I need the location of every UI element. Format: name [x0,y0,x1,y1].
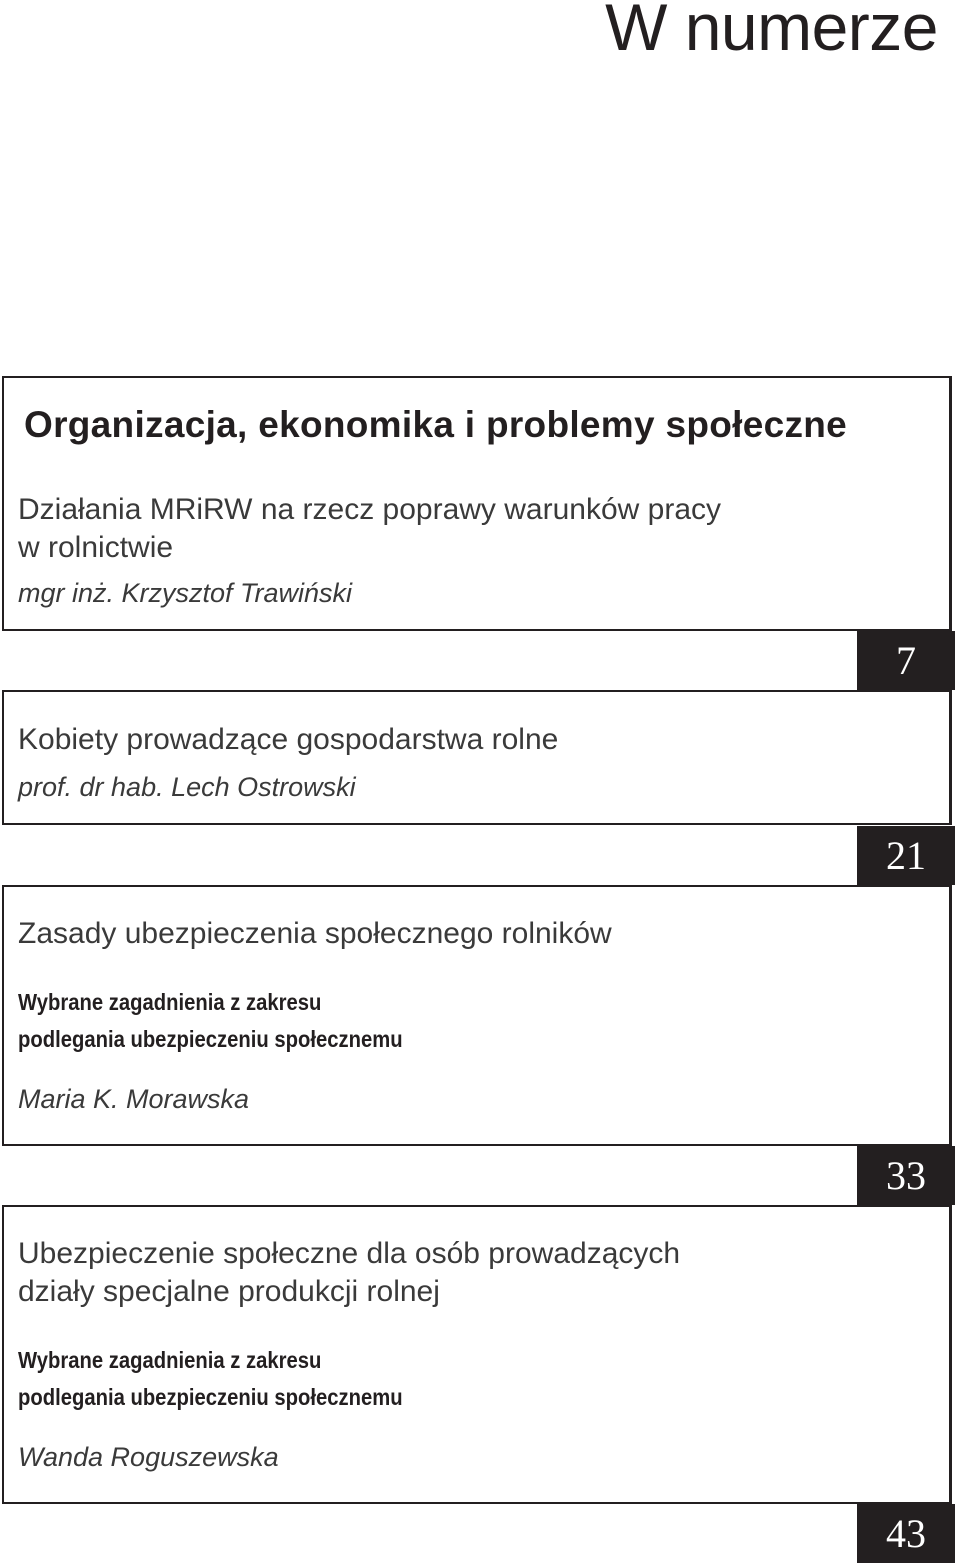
article-subtitle-line: Wybrane zagadnienia z zakresu [18,989,322,1015]
article-author: prof. dr hab. Lech Ostrowski [18,772,356,802]
article-title-line: Ubezpieczenie społeczne dla osób prowadzących [18,1237,681,1270]
article-author: mgr inż. Krzysztof Trawiński [18,578,353,608]
page-heading: W numerze [605,0,938,64]
article-title-line: działy specjalne produkcji rolnej [18,1275,440,1308]
page-number-badge[interactable]: 21 [857,826,955,885]
article-subtitle-line: podlegania ubezpieczeniu społecznemu [18,1026,403,1052]
article-title-line: Zasady ubezpieczenia społecznego rolników [18,917,612,950]
article-title-line: Działania MRiRW na rzecz poprawy warunków pracy [18,493,722,526]
article-title [18,1235,680,1311]
article-title [18,721,558,759]
article-subtitle-line: podlegania ubezpieczeniu społecznemu [18,1384,403,1410]
article-subtitle [18,1342,403,1416]
article-author: Wanda Roguszewska [18,1442,279,1472]
article-title [18,915,612,953]
article-title [18,491,721,567]
article-title-line: Kobiety prowadzące gospodarstwa rolne [18,723,559,756]
article-subtitle-line: Wybrane zagadnienia z zakresu [18,1347,322,1373]
section-title: Organizacja, ekonomika i problemy społeczne [24,404,848,445]
page-number-badge[interactable]: 43 [857,1504,955,1563]
page-number-badge[interactable]: 7 [857,631,955,690]
article-author: Maria K. Morawska [18,1084,250,1114]
article-title-line: w rolnictwie [18,531,174,564]
page-number-badge[interactable]: 33 [857,1146,955,1205]
article-subtitle [18,984,403,1058]
